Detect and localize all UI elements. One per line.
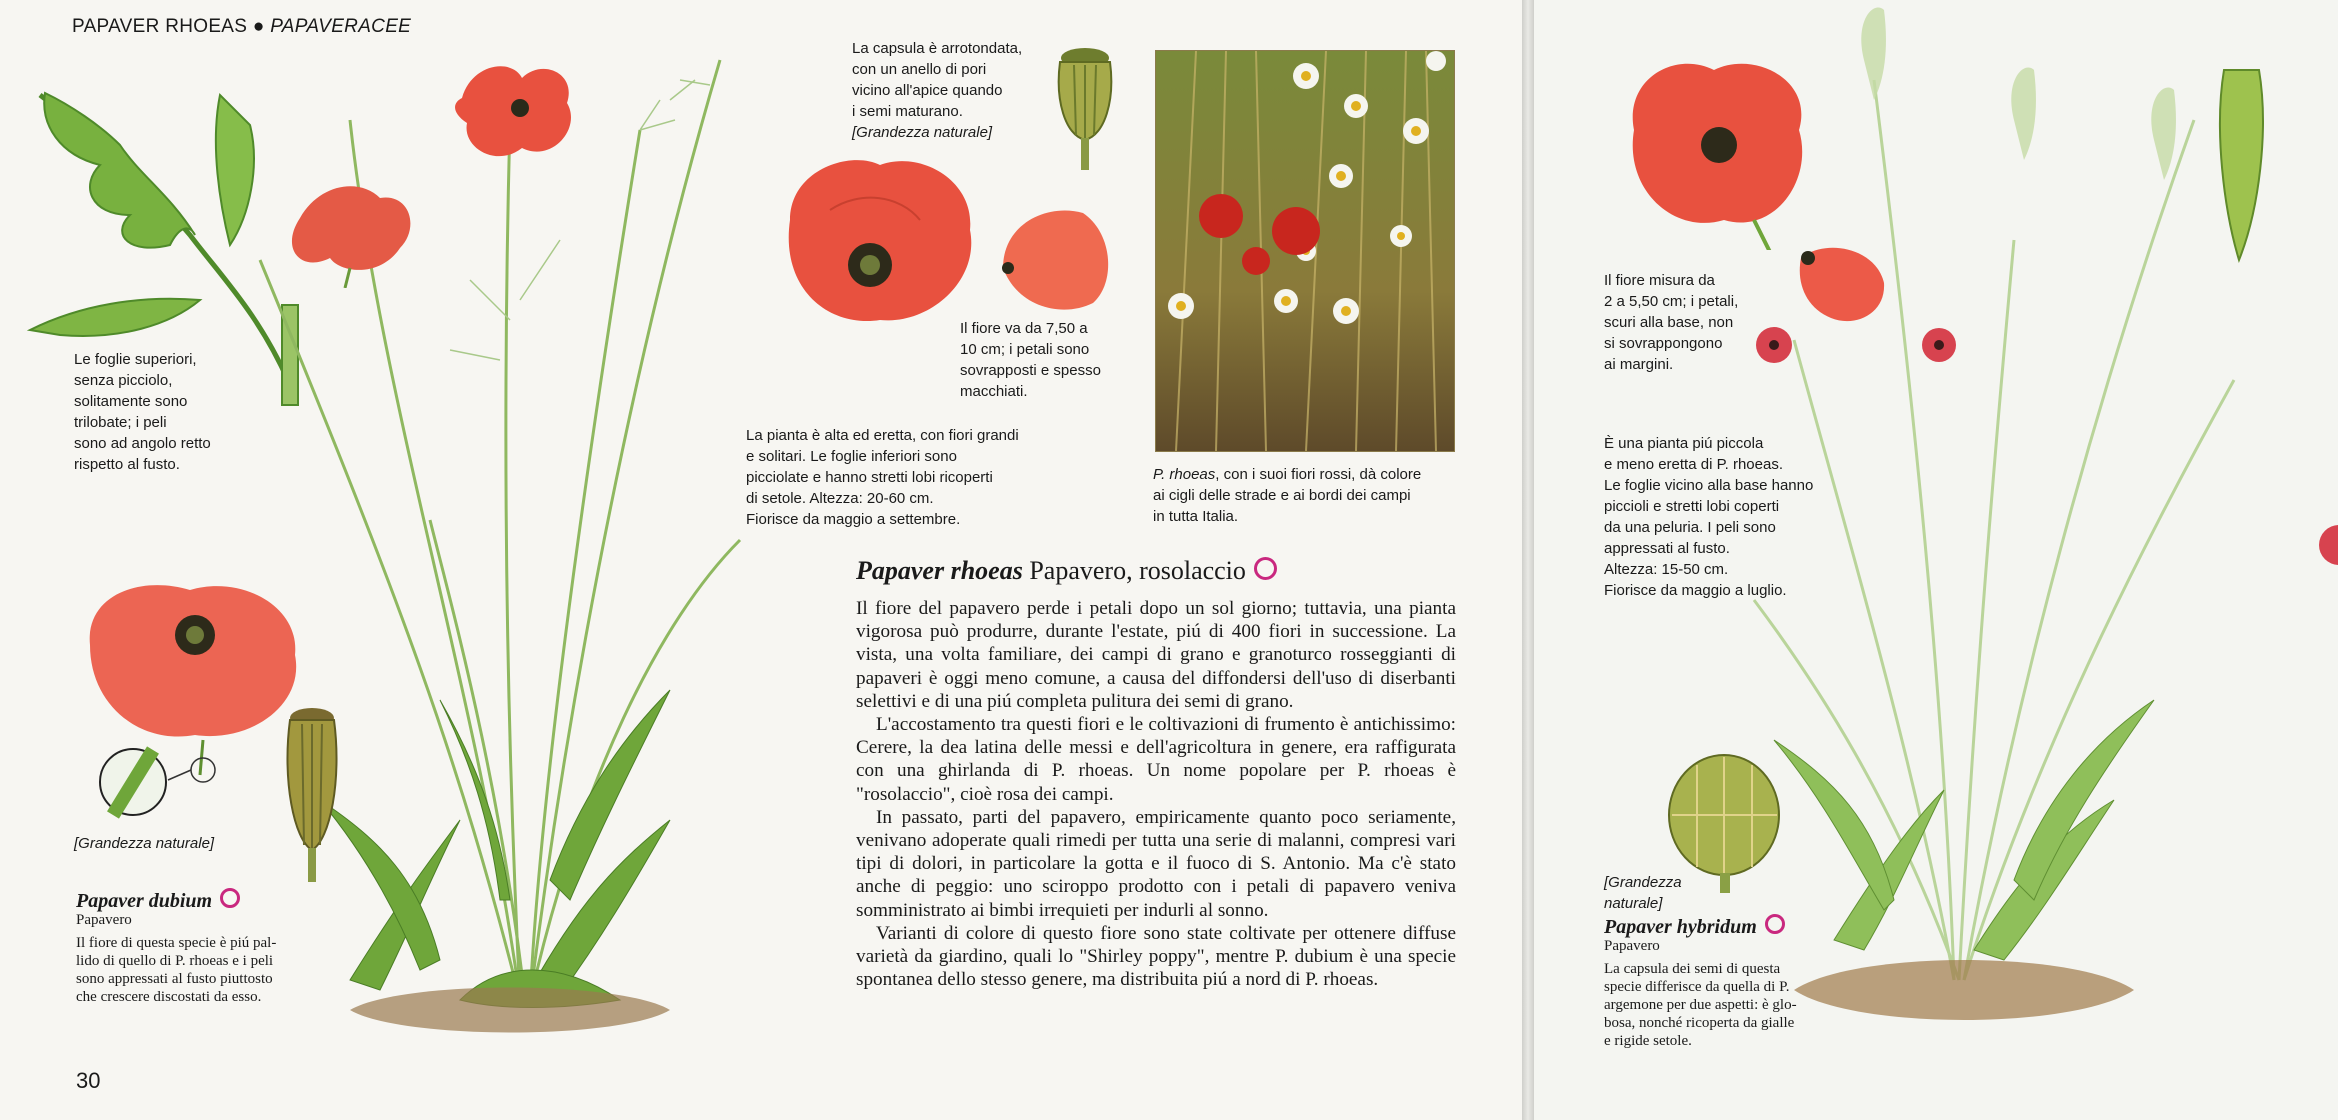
dubium-capsule-illustration [282,700,342,885]
header-family: PAPAVERACEE [270,16,412,37]
plant-caption: La pianta è alta ed eretta, con fiori grandi e solitari. Le foglie inferiori sono picciolate e hanno stretti lobi ricoperti di setole. Altezza: 20-60 cm. Fiorisce da maggio a settembre. [746,427,1019,528]
header-genus: PAPAVER RHOEAS [72,16,248,37]
main-article-title: Papaver rhoeas Papavero, rosolaccio [856,556,1277,586]
stem-detail-illustration [88,735,238,845]
hybridum-petal [1796,238,1891,328]
right-page [1534,0,2338,1120]
ring-icon [1765,914,1785,934]
dubium-title: Papaver dubium [76,888,240,913]
book-gutter [1522,0,1534,1120]
header-bullet: ● [252,16,265,37]
field-photo [1155,50,1455,452]
poppy-petal [998,198,1118,318]
hybridum-flower-illustration [1614,50,1814,250]
hybridum-common-name: Papavero [1604,938,1660,954]
hybridum-title: Papaver hybridum [1604,914,1785,939]
hybridum-flower-caption: Il fiore misura da 2 a 5,50 cm; i petali, scuri alla base, non si sovrappongono ai margini. [1604,272,1739,373]
large-poppy-flower [770,150,980,330]
ring-icon [1254,557,1277,580]
hybridum-natural-size: [Grandezza naturale] [1604,874,1682,912]
hybridum-description: La capsula dei semi di questa specie differisce da quella di P. argemone per due aspetti: è glo- bosa, nonché ricoperta da gialle e rigide setole. [1604,961,1797,1049]
dubium-natural-size: [Grandezza naturale] [74,835,215,852]
main-article-body: Il fiore del papavero perde i petali dopo un sol giorno; tuttavia, una pianta vigorosa può produrre, durante l'estate, piú di 400 fiori in successione. La vista, una volta familiare, dei campi di grano e granoturco rosseggianti di papaveri è oggi meno comune, a causa del diffondersi dell'uso di diserbanti selettivi e di una piú completa pulitura dei semi di grano. L'accostamento tra questi fiori e le coltivazioni di frumento è antichissimo: Cerere, la dea latina delle messi e dell'agricoltura in genere, era raffigurata con una ghirlanda di P. rhoeas. Un nome popolare per P. rhoeas è "rosolaccio", cioè rosa dei campi. In passato, parti del papavero, empiricamente quanto poco seriamente, venivano adoperate quali rimedi per tutta una serie di malanni, compresi vari tipi di dolori, in particolare la gotta e il fuoco di S. Antonio. Ma c'è stato anche di peggio: uno sciroppo prodotto con i petali di papavero veniva somministrato ai bimbi irrequieti per indurli al sonno. Varianti di colore di questo fiore sono state coltivate per ottenere diffuse varietà da giardino, quali lo "Shirley poppy", mentre P. dubium è una specie spontanea dello stesso genere, ma distribuita piú a nord di P. rhoeas. [856,598,1456,991]
dubium-flower-illustration [80,575,310,745]
ring-icon [220,888,240,908]
photo-caption: P. rhoeas, con i suoi fiori rossi, dà colore ai cigli delle strade e ai bordi dei campi in tutta Italia. [1153,466,1422,525]
hybridum-plant-caption: È una pianta piú piccola e meno eretta di P. rhoeas. Le foglie vicino alla base hanno piccioli e stretti lobi coperti da una peluria. I peli sono appressati al fusto. Altezza: 15-50 cm. Fiorisce da maggio a luglio. [1604,435,1814,599]
seed-capsule-illustration [1050,40,1120,175]
poppy-flower-side [280,178,420,288]
poppy-flower-top [452,58,582,168]
dubium-common-name: Papavero [76,912,132,928]
capsule-caption: La capsula è arrotondata, con un anello di pori vicino all'apice quando i semi maturano. [Grandezza naturale] [852,40,1023,141]
upper-leaves-caption: Le foglie superiori, senza picciolo, solitamente sono trilobate; i peli sono ad angolo retto rispetto al fusto. [74,351,211,473]
page-number: 30 [76,1068,101,1093]
dubium-description: Il fiore di questa specie è piú pal- lido di quello di P. rhoeas e i peli sono appressati al fusto piuttosto che crescere discostati da esso. [76,935,277,1005]
flower-size-caption: Il fiore va da 7,50 a 10 cm; i petali sono sovrapposti e spesso macchiati. [960,320,1101,400]
